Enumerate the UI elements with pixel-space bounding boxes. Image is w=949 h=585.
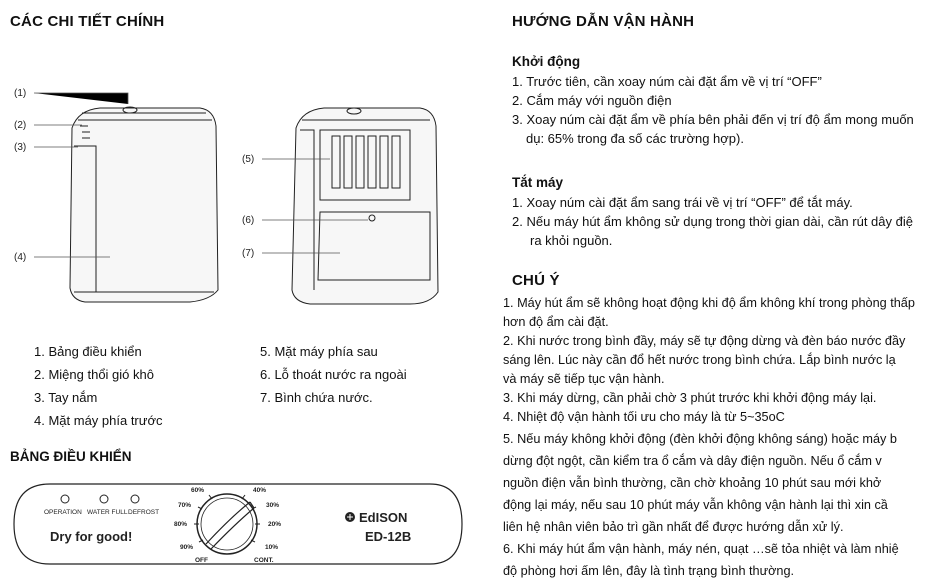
note-line: 4. Nhiệt độ vận hành tối ưu cho máy là từ 5~35oC — [503, 410, 785, 424]
humidity-dial[interactable] — [197, 494, 257, 554]
note-line: động lại máy, nếu sau 10 phút máy vẫn không vận hành lại thì xin cầ — [503, 498, 888, 512]
control-panel-illustration — [10, 480, 466, 580]
dial-label-90: 90% — [180, 544, 194, 551]
notes-block-2 — [503, 428, 899, 582]
model-number: ED-12B — [365, 529, 412, 544]
note-line: dừng đột ngột, cần kiểm tra ổ cắm và dây điện nguồn. Nếu ổ cắm v — [503, 454, 882, 468]
dial-label-10: 10% — [265, 544, 279, 551]
start-heading: Khởi động — [512, 54, 581, 69]
note-line: hơn độ ẩm cài đặt. — [503, 315, 609, 329]
note-line: liên hệ nhân viên bảo trì gần nhất để được hướng dẫn xử lý. — [503, 520, 844, 534]
dehumidifier-illustration — [0, 80, 470, 315]
note-line: 2. Khi nước trong bình đầy, máy sẽ tự động dừng và đèn báo nước đầy — [503, 334, 906, 348]
dial-label-off: OFF — [195, 557, 208, 564]
note-line: và máy sẽ tiếp tục vận hành. — [503, 372, 665, 386]
section-title-operation-guide: HƯỚNG DẪN VẬN HÀNH — [512, 13, 695, 30]
note-line: 1. Máy hút ẩm sẽ không hoạt động khi độ ẩm không khí trong phòng thấp — [503, 296, 915, 310]
dial-label-70: 70% — [178, 502, 192, 509]
dial-label-cont: CONT. — [254, 557, 274, 564]
callout-2: (2) — [14, 120, 27, 131]
step-item: 1. Xoay núm cài đặt ẩm sang trái về vị trí “OFF” để tắt máy. — [512, 195, 853, 210]
note-heading: CHÚ Ý — [512, 272, 560, 289]
stop-heading: Tắt máy — [512, 175, 564, 190]
step-item: 3. Xoay núm cài đặt ẩm về phía bên phải đến vị trí độ ẩm mong muốn — [512, 112, 914, 127]
section-title-control-panel: BẢNG ĐIỀU KHIỂN — [10, 449, 132, 464]
part-item: 5. Mặt máy phía sau — [260, 344, 378, 359]
dial-label-30: 30% — [266, 502, 280, 509]
indicator-water-full: WATER FULL — [87, 509, 128, 516]
note-line: 3. Khi máy dừng, cần phải chờ 3 phút trước khi khởi động máy lại. — [503, 391, 877, 405]
callout-5: (5) — [242, 154, 255, 165]
part-item: 6. Lỗ thoát nước ra ngoài — [260, 367, 407, 382]
dial-label-80: 80% — [174, 521, 188, 528]
step-item: ra khỏi nguồn. — [530, 233, 613, 248]
start-steps — [512, 72, 914, 148]
part-item: 1. Bảng điều khiển — [34, 344, 142, 359]
callout-6: (6) — [242, 215, 255, 226]
section-title-main-parts: CÁC CHI TIẾT CHÍNH — [10, 13, 165, 30]
note-line: sáng lên. Lúc này cần đổ hết nước trong bình chứa. Lắp bình nước lạ — [503, 353, 896, 367]
callout-1: (1) — [14, 88, 27, 99]
part-item: 7. Bình chứa nước. — [260, 390, 373, 405]
step-item: 2. Nếu máy hút ẩm không sử dụng trong thời gian dài, cần rút dây điệ — [512, 214, 913, 229]
indicator-operation: OPERATION — [44, 509, 82, 516]
brand-name: EdISON — [359, 510, 408, 525]
part-item: 4. Mặt máy phía trước — [34, 413, 163, 428]
note-line: 5. Nếu máy không khởi động (đèn khởi động không sáng) hoặc máy b — [503, 432, 897, 446]
dial-label-20: 20% — [268, 521, 282, 528]
step-item: 2. Cắm máy với nguồn điện — [512, 93, 672, 108]
callout-7: (7) — [242, 248, 255, 259]
part-item: 2. Miệng thổi gió khô — [34, 367, 154, 382]
dial-label-60: 60% — [191, 487, 205, 494]
slogan: Dry for good! — [50, 529, 133, 544]
note-line: 6. Khi máy hút ẩm vận hành, máy nén, quạt …sẽ tỏa nhiệt và làm nhiệ — [503, 542, 899, 556]
notes-block-1 — [503, 294, 915, 427]
step-item: 1. Trước tiên, cần xoay núm cài đặt ẩm về vị trí “OFF” — [512, 74, 822, 89]
part-item: 3. Tay nắm — [34, 390, 98, 405]
parts-list-right — [260, 340, 407, 409]
note-line: độ phòng hơi ấm lên, đây là tình trạng bình thường. — [503, 564, 795, 578]
step-item: dụ: 65% trong đa số các trường hợp). — [526, 131, 744, 146]
parts-list-left — [34, 340, 163, 432]
indicator-defrost: DEFROST — [128, 509, 160, 516]
dial-label-40: 40% — [253, 487, 267, 494]
stop-steps — [512, 193, 913, 250]
callout-4: (4) — [14, 252, 27, 263]
callout-3: (3) — [14, 142, 27, 153]
note-line: nguồn điện vẫn bình thường, cần chờ khoảng 10 phút sau mới khở — [503, 476, 882, 490]
